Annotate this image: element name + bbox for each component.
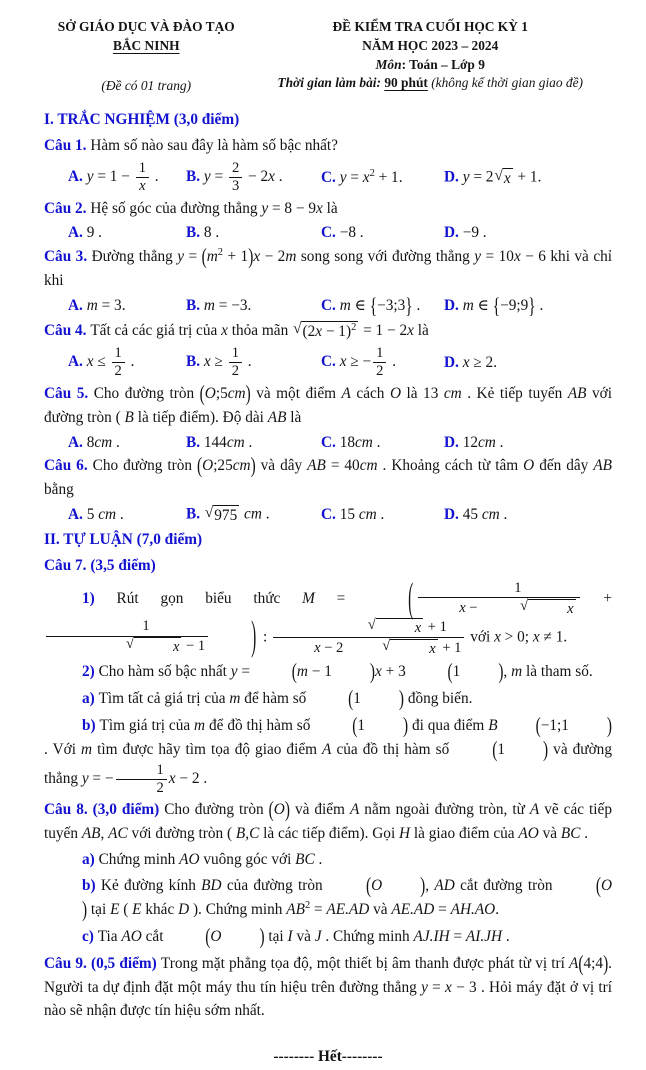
- options-row: [68, 161, 612, 194]
- big-paren: ): [259, 924, 265, 950]
- subquestion-paragraph: 1) Rút gọn biểu thức M = ( 1 x − √ x + 1 √ x − 1 ) : √ x + 1 x − 2 √ x + 1 với x > 0; x ≠ 1.: [44, 579, 612, 659]
- fraction: [418, 581, 579, 618]
- math-variable: AE.AD: [391, 900, 435, 918]
- page-count-note: (Đề có 01 trang): [101, 77, 192, 93]
- radical-sign: √: [293, 320, 302, 338]
- extra-big-paren: (: [408, 575, 414, 622]
- math-variable: x: [315, 323, 323, 341]
- option-letter: D.: [444, 353, 463, 371]
- question-label: Câu 2.: [44, 200, 91, 218]
- big-paren: (: [578, 951, 584, 977]
- big-paren: (: [197, 453, 203, 479]
- big-brace: {: [492, 294, 501, 319]
- math-variable: AI.JH: [465, 927, 503, 945]
- math-variable: cm: [358, 506, 377, 524]
- math-variable: cm: [443, 385, 462, 403]
- question-paragraph: Câu 3. Đường thẳng $y = (m^2 + 1)x - 2m$ song song với đường thẳng y = 10x − 6 khi và chỉ khi: [44, 244, 612, 294]
- math-variable: cm: [478, 433, 496, 451]
- denominator: 2: [156, 779, 164, 796]
- square-root: [293, 321, 358, 341]
- option-letter: C.: [321, 297, 340, 315]
- math-variable: y: [230, 663, 238, 681]
- radical-sign: √: [520, 597, 529, 614]
- option: C. 18cm .: [321, 433, 381, 451]
- denominator: √ x − 1: [46, 637, 208, 657]
- issuer-name: SỞ GIÁO DỤC VÀ ĐÀO TẠO: [57, 19, 235, 34]
- subquestion-paragraph: b) Kẻ đường kính BD của đường tròn (O ), AD cắt đường tròn (O) tại E ( E khác D ). Chứng minh $AB^2 = AE.AD$ và AE.AD = AH.AO.: [44, 874, 612, 925]
- option: D. −9 .: [444, 224, 487, 242]
- option-letter: B.: [186, 224, 204, 242]
- math-variable: O: [600, 877, 612, 894]
- superscript: 2: [217, 246, 223, 258]
- math-variable: y: [86, 168, 94, 186]
- radicand: [528, 599, 575, 618]
- math-variable: m: [194, 716, 206, 734]
- option-letter: B.: [186, 433, 204, 451]
- big-paren: (: [348, 686, 354, 712]
- math-variable: C: [249, 825, 260, 843]
- math-variable: cm: [232, 457, 251, 475]
- fraction: [136, 161, 149, 194]
- big-paren: ): [245, 381, 251, 407]
- math-variable: I: [287, 927, 293, 945]
- denominator: [136, 178, 149, 194]
- math-variable: x: [339, 353, 347, 371]
- question-label: b): [82, 877, 101, 894]
- options-row: [68, 505, 612, 525]
- math-variable: AH.AO: [450, 900, 496, 918]
- numerator: 1: [46, 619, 208, 636]
- math-variable: BC: [560, 825, 581, 843]
- question-paragraph: Câu 5. Cho đường tròn (O;5cm) và một điểm A cách O là 13 cm . Kẻ tiếp tuyến AB với đường tròn ( B là tiếp điểm). Độ dài AB là: [44, 382, 612, 432]
- math-variable: m: [511, 663, 523, 681]
- math-variable: AE.AD: [326, 900, 370, 918]
- question-paragraph: Câu 4. Tất cả các giá trị của x thỏa mãn √ $(2x - 1)^2$ = 1 − 2x là: [44, 320, 429, 341]
- big-paren: (: [199, 381, 205, 407]
- math-variable: y: [421, 978, 428, 996]
- denominator: 2: [114, 362, 122, 379]
- subquestion-paragraph: a) Tìm tất cả giá trị của m để hàm số (1 ) đồng biến.: [44, 687, 612, 714]
- options-row: [68, 224, 612, 242]
- option-letter: D.: [444, 297, 463, 315]
- math-variable: x: [513, 247, 521, 265]
- radical-sign: √: [126, 636, 134, 653]
- question-label: a): [82, 851, 99, 869]
- math-variable: x: [221, 321, 228, 339]
- math-variable: x: [494, 628, 501, 646]
- issuer-block: [44, 18, 248, 95]
- option-letter: A.: [68, 297, 87, 315]
- math-variable: x: [414, 619, 422, 636]
- square-root: [494, 168, 512, 188]
- option: D. y = 2 √ x + 1.: [444, 166, 542, 187]
- big-paren: ): [403, 713, 409, 739]
- math-variable: m: [206, 247, 218, 265]
- question-label: Câu 6.: [44, 457, 93, 475]
- math-variable: cm: [359, 457, 378, 475]
- duration-value: 90 phút: [384, 75, 428, 91]
- math-variable: B: [235, 825, 246, 843]
- math-variable: y: [177, 247, 185, 265]
- question-paragraph: Câu 9. (0,5 điểm) Trong mặt phẳng tọa độ, một thiết bị âm thanh được phát từ vị trí A(4;4). Người ta dự định đặt một máy thu tín hiệu trên đường thẳng y = x − 3 . Hỏi máy đặt ở vị trí nào sẽ nhận được tín hiệu sớm nhất.: [44, 951, 612, 1024]
- numerator: 1: [136, 161, 149, 178]
- option: D. m ∈ {−9;9} .: [444, 294, 544, 319]
- big-brace: }: [528, 294, 536, 319]
- denominator: 3: [231, 177, 240, 194]
- math-variable: m: [86, 297, 98, 315]
- big-paren: ): [398, 686, 405, 712]
- big-paren: ): [82, 897, 88, 923]
- radical-sign: √: [204, 504, 214, 522]
- math-variable: A: [341, 385, 351, 403]
- section-heading: I. TRẮC NGHIỆM (3,0 điểm): [44, 110, 240, 128]
- question-label: Câu 1.: [44, 136, 91, 154]
- big-paren: ): [606, 713, 612, 739]
- option-letter: A.: [68, 224, 87, 242]
- big-paren: ): [248, 244, 254, 270]
- math-variable: x: [445, 978, 452, 996]
- numerator: 1: [116, 763, 167, 780]
- math-variable: cm: [481, 506, 500, 524]
- square-root: [482, 599, 575, 618]
- math-variable: cm: [98, 506, 117, 524]
- question-paragraph: Câu 6. Cho đường tròn (O;25cm) và dây AB = 40cm . Khoảng cách từ tâm O đến dây AB bằng: [44, 454, 612, 504]
- math-variable: x: [375, 663, 382, 681]
- math-variable: AB: [267, 409, 287, 427]
- option-letter: B.: [186, 506, 204, 523]
- option-letter: C.: [321, 506, 340, 524]
- options-row: [68, 294, 612, 319]
- section-heading: II. TỰ LUẬN (7,0 điểm): [44, 531, 203, 549]
- math-variable: m: [339, 297, 351, 315]
- subquestion-paragraph: b) Tìm giá trị của m để đồ thị hàm số (1 ) đi qua điểm B (−1;1 ). Với m tìm được hãy tìm tọa độ giao điểm A của đồ thị hàm số (1 ) và đường thẳng y = − $\frac{1}{2}$ x − 2 .: [44, 713, 612, 797]
- fraction: [273, 618, 464, 658]
- math-variable: AC: [108, 825, 128, 843]
- big-paren: (: [595, 873, 601, 899]
- math-variable: B: [124, 409, 134, 427]
- math-variable: AB: [567, 385, 587, 403]
- denominator: 2: [231, 362, 239, 379]
- square-root: [344, 639, 437, 658]
- big-paren: ): [603, 951, 609, 977]
- math-variable: AB: [286, 900, 305, 918]
- option: A. x ≤ $\frac{1}{2}$ .: [68, 345, 135, 379]
- big-paren: (: [492, 737, 498, 763]
- numerator: 2: [229, 161, 242, 178]
- math-variable: x: [314, 639, 321, 656]
- big-paren: (: [205, 924, 211, 950]
- math-variable: m: [462, 297, 474, 315]
- math-variable: x: [429, 640, 436, 657]
- radicand: [390, 639, 437, 658]
- option: A. y = 1 − $\frac{1}{x}$ .: [68, 160, 159, 194]
- radicand: [503, 168, 513, 188]
- math-variable: B: [488, 716, 498, 734]
- option: B. 8 .: [186, 224, 220, 242]
- big-paren: (: [291, 659, 297, 685]
- option: D. 45 cm .: [444, 506, 508, 524]
- math-variable: x: [462, 353, 470, 371]
- subquestion-paragraph: 2) Cho hàm số bậc nhất y = (m − 1 )x + 3 (1 ), m là tham số.: [44, 660, 612, 687]
- question-paragraph: Câu 2. Hệ số góc của đường thẳng y = 8 − 9x là: [44, 200, 338, 218]
- option: A. 8cm .: [68, 433, 120, 451]
- fraction: [229, 161, 242, 194]
- math-variable: cm: [94, 433, 113, 451]
- option-letter: D.: [444, 506, 463, 524]
- math-variable: O: [210, 927, 222, 945]
- fraction: [46, 619, 208, 656]
- math-variable: O: [389, 385, 401, 403]
- numerator: √ x + 1: [273, 618, 464, 639]
- duration-line: [248, 74, 612, 93]
- math-variable: x: [172, 639, 180, 656]
- math-variable: AO: [518, 825, 539, 843]
- math-variable: AO: [121, 927, 142, 945]
- big-brace: }: [405, 294, 413, 319]
- math-variable: m: [296, 663, 308, 681]
- math-variable: y: [474, 247, 482, 265]
- math-variable: cm: [244, 506, 262, 523]
- option: C. 15 cm .: [321, 506, 385, 524]
- math-variable: E: [110, 900, 120, 918]
- big-paren: ): [369, 659, 375, 685]
- math-variable: AO: [179, 851, 200, 869]
- duration-note: (không kể thời gian giao đề): [427, 75, 584, 91]
- subject-line: [248, 56, 612, 75]
- denominator: 2: [376, 362, 384, 379]
- option: A. 5 cm .: [68, 506, 124, 524]
- duration-label: Thời gian làm bài:: [277, 75, 385, 91]
- option-letter: B.: [186, 353, 204, 371]
- option: C. $y = x^2 + 1$.: [321, 167, 403, 186]
- option: C. x ≥ − $\frac{1}{2}$ .: [321, 345, 397, 379]
- math-variable: AJ.IH: [413, 927, 450, 945]
- math-variable: AB: [593, 457, 613, 475]
- math-variable: x: [459, 599, 466, 616]
- extra-big-paren: ): [251, 614, 257, 661]
- math-variable: y: [462, 168, 470, 186]
- question-label: b): [82, 716, 100, 734]
- question-label: 2): [82, 663, 99, 681]
- option: A. 9 .: [68, 224, 102, 242]
- math-variable: x: [86, 353, 94, 371]
- radicand: 975: [214, 507, 238, 525]
- issuer-province: BẮC NINH: [112, 37, 180, 53]
- math-variable: BC: [295, 851, 315, 869]
- question-label: Câu 9. (0,5 điểm): [44, 954, 161, 972]
- math-variable: O: [273, 801, 285, 819]
- exam-body: [44, 107, 612, 1024]
- question-label: Câu 8. (3,0 điểm): [44, 801, 165, 819]
- math-variable: E: [132, 900, 142, 918]
- denominator: x − √ x: [459, 597, 574, 617]
- square-root: [205, 505, 239, 525]
- option-letter: C.: [321, 168, 340, 186]
- math-variable: x: [362, 168, 370, 186]
- option: B. x ≥ $\frac{1}{2}$ .: [186, 345, 252, 379]
- subquestion-paragraph: a) Chứng minh AO vuông góc với BC .: [82, 851, 323, 869]
- math-variable: x: [407, 321, 414, 339]
- option-letter: B.: [186, 297, 204, 315]
- big-paren: (: [268, 797, 274, 823]
- option-letter: D.: [444, 168, 463, 186]
- option: D. 12cm .: [444, 433, 504, 451]
- question-paragraph: Câu 8. (3,0 điểm) Cho đường tròn (O) và điểm A nằm ngoài đường tròn, từ A vẽ các tiếp tuyến AB, AC với đường tròn ( B,C là các tiếp điểm). Gọi H là giao điểm của AO và BC .: [44, 798, 612, 848]
- big-paren: (: [352, 713, 358, 739]
- math-variable: H: [399, 825, 411, 843]
- question-label: a): [82, 690, 99, 707]
- math-variable: M: [302, 589, 315, 607]
- question-heading: Câu 7. (3,5 điểm): [44, 556, 156, 574]
- math-variable: AB: [81, 825, 101, 843]
- option: C. −8 .: [321, 224, 364, 242]
- math-variable: O: [523, 457, 535, 475]
- big-paren: (: [201, 244, 207, 270]
- fraction: [373, 346, 386, 379]
- math-variable: cm: [227, 385, 246, 403]
- option-letter: D.: [444, 224, 463, 242]
- option-letter: A.: [68, 353, 87, 371]
- numerator: 1: [229, 346, 242, 363]
- option-letter: A.: [68, 506, 87, 524]
- math-variable: A: [322, 740, 332, 758]
- option-letter: A.: [68, 433, 87, 451]
- numerator: 1: [373, 346, 386, 363]
- math-variable: x: [532, 628, 540, 646]
- big-paren: (: [535, 713, 541, 739]
- subject-label: Môn: [375, 56, 402, 72]
- radical-sign: √: [382, 637, 391, 654]
- math-variable: O: [204, 385, 216, 403]
- math-variable: m: [229, 690, 241, 707]
- option-letter: C.: [321, 433, 340, 451]
- exam-header: [44, 18, 612, 95]
- superscript: 2: [369, 167, 375, 179]
- fraction: [112, 346, 125, 379]
- exam-title-block: [248, 18, 612, 95]
- superscript: 2: [304, 899, 311, 911]
- math-variable: O: [371, 877, 383, 894]
- radical-sign: √: [367, 616, 376, 633]
- math-variable: cm: [226, 433, 245, 451]
- option-letter: D.: [444, 433, 463, 451]
- options-row: [68, 434, 612, 452]
- option: B. y = $\frac{2}{3}$ − 2x .: [186, 160, 283, 194]
- math-variable: AD: [434, 877, 455, 894]
- end-marker: -------- Hết--------: [273, 1047, 383, 1065]
- numerator: 1: [418, 581, 579, 598]
- math-variable: J: [314, 927, 322, 945]
- option: B. 144cm .: [186, 433, 253, 451]
- big-paren: ): [543, 737, 549, 763]
- superscript: 2: [351, 322, 357, 334]
- square-root: [88, 637, 181, 656]
- option: D. x ≥ 2.: [444, 353, 498, 371]
- options-row: [68, 346, 612, 379]
- big-paren: ): [250, 453, 256, 479]
- question-label: Câu 4.: [44, 321, 91, 339]
- math-variable: x: [268, 168, 275, 186]
- math-variable: x: [567, 600, 574, 617]
- option: C. m ∈ {−3;3} .: [321, 294, 421, 319]
- option: A. m = 3.: [68, 297, 126, 315]
- math-variable: A: [529, 801, 540, 819]
- question-paragraph: Câu 1. Hàm số nào sau đây là hàm số bậc nhất?: [44, 136, 338, 154]
- math-variable: m: [203, 297, 215, 315]
- numerator: 1: [112, 346, 125, 363]
- math-variable: x: [253, 247, 261, 265]
- math-variable: y: [81, 770, 89, 788]
- math-variable: D: [178, 900, 190, 918]
- subject-value: : Toán – Lớp 9: [401, 56, 485, 72]
- option-letter: C.: [321, 224, 340, 242]
- school-year: NĂM HỌC 2023 – 2024: [362, 37, 499, 53]
- math-variable: x: [203, 353, 211, 371]
- option-letter: C.: [321, 353, 340, 371]
- math-variable: BD: [201, 877, 222, 894]
- radicand: [134, 637, 181, 656]
- option: B. m = −3.: [186, 297, 252, 315]
- math-variable: A: [569, 954, 579, 972]
- option: B. √ 975 cm .: [186, 504, 270, 525]
- subquestion-paragraph: c) Tia AO cắt (O ) tại I và J . Chứng minh AJ.IH = AI.JH .: [44, 924, 612, 951]
- math-variable: A: [349, 801, 360, 819]
- math-variable: y: [203, 168, 211, 186]
- math-variable: y: [261, 200, 269, 218]
- math-variable: cm: [355, 433, 373, 451]
- radical-sign: √: [494, 166, 503, 184]
- math-variable: x: [168, 770, 176, 788]
- question-label: 1): [82, 589, 117, 607]
- radicand: $(2x - 1)^2$: [302, 322, 357, 341]
- math-variable: x: [503, 169, 511, 187]
- math-variable: AB: [307, 457, 326, 475]
- question-label: Câu 3.: [44, 247, 92, 265]
- math-variable: x: [139, 177, 146, 194]
- big-paren: ): [498, 659, 504, 685]
- math-variable: O: [202, 457, 214, 475]
- big-paren: ): [284, 797, 290, 823]
- math-variable: y: [339, 168, 347, 186]
- question-label: c): [82, 927, 98, 945]
- math-variable: m: [81, 740, 93, 758]
- exam-title: ĐỀ KIỂM TRA CUỐI HỌC KỲ 1: [332, 19, 528, 34]
- option-letter: A.: [68, 168, 87, 186]
- math-variable: m: [285, 247, 297, 265]
- option-letter: B.: [186, 168, 204, 186]
- big-brace: {: [369, 294, 378, 319]
- big-paren: ): [420, 873, 426, 899]
- question-label: Câu 5.: [44, 385, 94, 403]
- fraction: [116, 763, 167, 796]
- big-paren: (: [447, 659, 453, 685]
- math-variable: x: [316, 200, 323, 218]
- big-paren: (: [365, 873, 372, 899]
- denominator: x − 2 √ x + 1: [314, 637, 462, 657]
- fraction: [229, 346, 242, 379]
